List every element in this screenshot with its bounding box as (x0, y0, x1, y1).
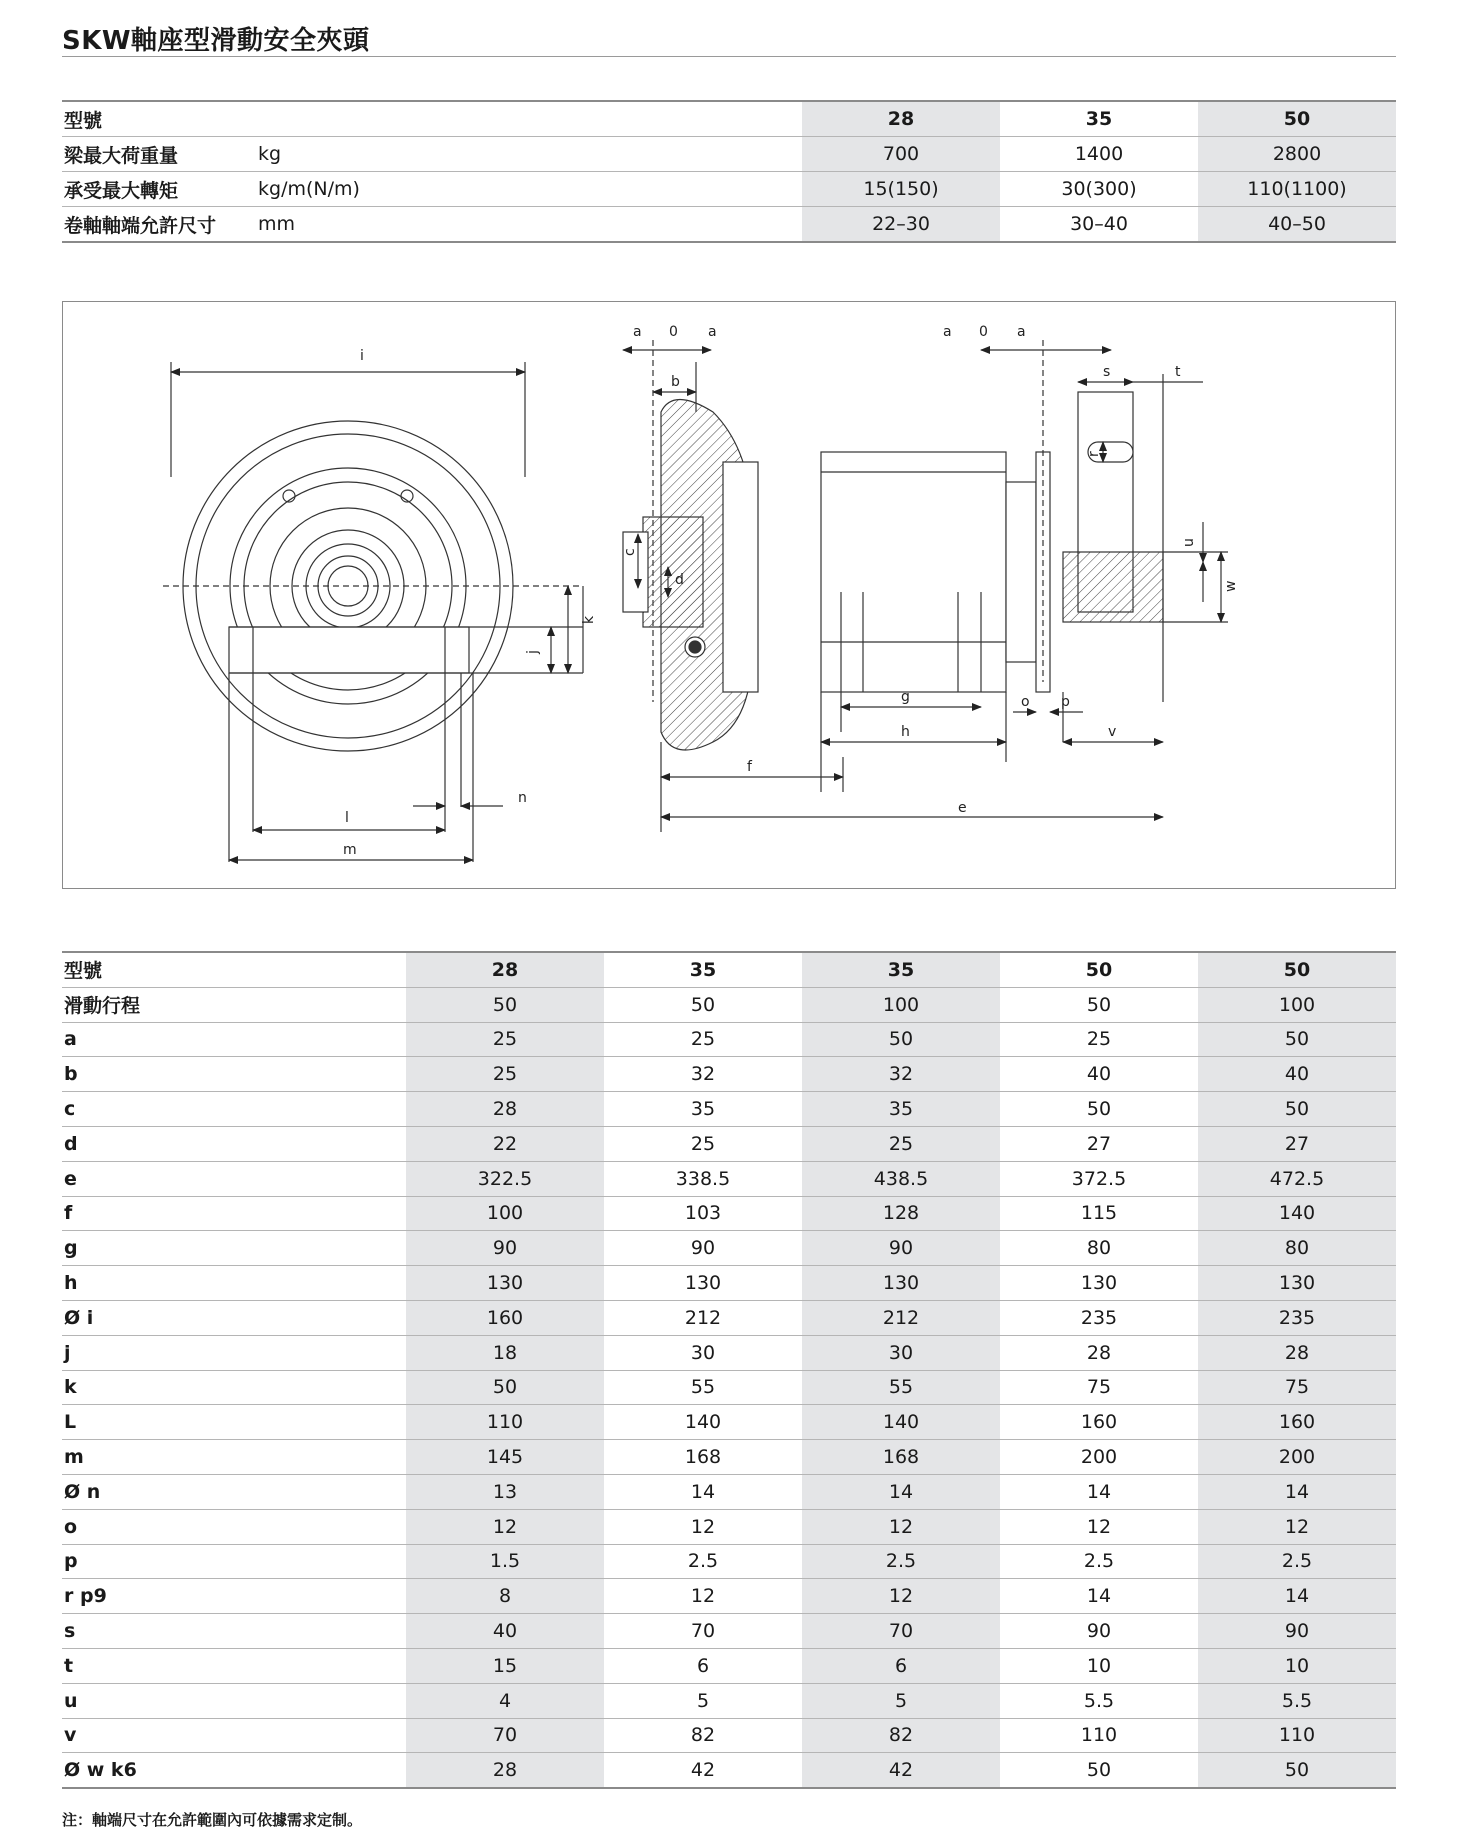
dim-cell: 212 (604, 1300, 802, 1335)
dim-cell: 27 (1198, 1126, 1396, 1161)
dim-cell: 27 (1000, 1126, 1198, 1161)
dim-cell: 42 (802, 1753, 1000, 1788)
dim-cell: 12 (406, 1509, 604, 1544)
dim-row (62, 1335, 1396, 1370)
dim-row (62, 1231, 1396, 1266)
dim-cell: 30 (802, 1335, 1000, 1370)
dim-cell: 200 (1000, 1440, 1198, 1475)
dim-cell: 5 (604, 1683, 802, 1718)
dim-cell: 100 (802, 987, 1000, 1022)
dim-cell: 12 (604, 1509, 802, 1544)
dim-cell: 168 (604, 1440, 802, 1475)
dim-cell: 212 (802, 1300, 1000, 1335)
dim-cell: 75 (1198, 1370, 1396, 1405)
dim-row-label: k (62, 1370, 406, 1405)
dim-cell: 140 (1198, 1196, 1396, 1231)
dim-row (62, 1092, 1396, 1127)
dim-cell: 6 (802, 1648, 1000, 1683)
dim-row (62, 1579, 1396, 1614)
dim-cell: 14 (802, 1474, 1000, 1509)
spec-cell: 2800 (1198, 137, 1396, 172)
dim-row (62, 1544, 1396, 1579)
label-a: a (943, 324, 952, 340)
dim-cell: 18 (406, 1335, 604, 1370)
spec-cell: 700 (802, 137, 1000, 172)
dim-cell: 140 (802, 1405, 1000, 1440)
dim-cell: 115 (1000, 1196, 1198, 1231)
dim-cell: 2.5 (802, 1544, 1000, 1579)
dim-row (62, 1509, 1396, 1544)
spec-table (62, 100, 1396, 243)
dim-row-label: t (62, 1648, 406, 1683)
dim-cell: 2.5 (1000, 1544, 1198, 1579)
spec-header-unit (258, 101, 802, 137)
dim-row (62, 1718, 1396, 1753)
dim-row-label: p (62, 1544, 406, 1579)
dim-cell: 50 (1000, 1753, 1198, 1788)
spec-cell: 15(150) (802, 172, 1000, 207)
dim-row-label: Ø i (62, 1300, 406, 1335)
dim-cell: 82 (802, 1718, 1000, 1753)
label-j: j (525, 650, 541, 654)
label-p: p (1061, 694, 1070, 710)
dim-cell: 50 (1198, 1753, 1396, 1788)
dim-cell: 130 (406, 1266, 604, 1301)
dim-model: 50 (1000, 952, 1198, 987)
spec-row (62, 137, 1396, 172)
dim-cell: 472.5 (1198, 1161, 1396, 1196)
spec-model: 28 (802, 101, 1000, 137)
dim-cell: 438.5 (802, 1161, 1000, 1196)
dim-cell: 40 (1000, 1057, 1198, 1092)
spec-row-unit: kg (258, 137, 802, 172)
spec-row-label: 卷軸軸端允許尺寸 (62, 207, 258, 243)
spec-header-label: 型號 (62, 101, 258, 137)
dim-cell: 103 (604, 1196, 802, 1231)
dim-cell: 130 (604, 1266, 802, 1301)
dim-row-label: r p9 (62, 1579, 406, 1614)
label-w: w (1223, 580, 1239, 592)
dim-cell: 5.5 (1198, 1683, 1396, 1718)
dim-cell: 50 (604, 987, 802, 1022)
dim-cell: 50 (1198, 1092, 1396, 1127)
label-u: u (1181, 538, 1197, 547)
label-n: n (518, 790, 527, 806)
dim-cell: 13 (406, 1474, 604, 1509)
dim-row (62, 1614, 1396, 1649)
dim-cell: 145 (406, 1440, 604, 1475)
dim-cell: 35 (604, 1092, 802, 1127)
label-a: a (1017, 324, 1026, 340)
dim-row (62, 1300, 1396, 1335)
dim-cell: 8 (406, 1579, 604, 1614)
dim-cell: 14 (1000, 1579, 1198, 1614)
dim-cell: 160 (406, 1300, 604, 1335)
dim-row (62, 1196, 1396, 1231)
dim-cell: 25 (406, 1022, 604, 1057)
dim-cell: 50 (406, 987, 604, 1022)
dim-row (62, 1022, 1396, 1057)
dim-cell: 140 (604, 1405, 802, 1440)
spec-header-row (62, 101, 1396, 137)
dim-row-label: Ø w k6 (62, 1753, 406, 1788)
dim-cell: 15 (406, 1648, 604, 1683)
dim-cell: 160 (1000, 1405, 1198, 1440)
dim-cell: 90 (406, 1231, 604, 1266)
dim-cell: 25 (604, 1022, 802, 1057)
dim-cell: 5 (802, 1683, 1000, 1718)
label-i: i (360, 348, 364, 364)
dim-row-label: f (62, 1196, 406, 1231)
dim-cell: 322.5 (406, 1161, 604, 1196)
dim-cell: 30 (604, 1335, 802, 1370)
dim-cell: 90 (1000, 1614, 1198, 1649)
dim-row-label: s (62, 1614, 406, 1649)
dim-cell: 50 (1000, 1092, 1198, 1127)
dim-cell: 110 (1198, 1718, 1396, 1753)
label-a: a (633, 324, 642, 340)
dim-row (62, 1266, 1396, 1301)
spec-row (62, 207, 1396, 243)
dim-row-label: e (62, 1161, 406, 1196)
dim-cell: 28 (406, 1753, 604, 1788)
dim-cell: 130 (1000, 1266, 1198, 1301)
spec-cell: 40–50 (1198, 207, 1396, 243)
label-c: c (622, 548, 638, 556)
dim-cell: 14 (604, 1474, 802, 1509)
label-g: g (901, 689, 910, 705)
dim-row-label: L (62, 1405, 406, 1440)
spec-cell: 22–30 (802, 207, 1000, 243)
dim-cell: 50 (1000, 987, 1198, 1022)
spec-cell: 30(300) (1000, 172, 1198, 207)
label-t: t (1175, 364, 1181, 380)
dim-cell: 12 (1198, 1509, 1396, 1544)
dim-cell: 12 (604, 1579, 802, 1614)
spec-row-unit: kg/m(N/m) (258, 172, 802, 207)
dim-cell: 110 (406, 1405, 604, 1440)
dim-cell: 12 (1000, 1509, 1198, 1544)
spec-model: 50 (1198, 101, 1396, 137)
dim-cell: 14 (1000, 1474, 1198, 1509)
dim-cell: 2.5 (1198, 1544, 1396, 1579)
dim-cell: 10 (1000, 1648, 1198, 1683)
dim-model: 35 (604, 952, 802, 987)
dim-cell: 235 (1000, 1300, 1198, 1335)
dim-cell: 100 (1198, 987, 1396, 1022)
dim-row-label: d (62, 1126, 406, 1161)
dim-row (62, 1126, 1396, 1161)
dim-cell: 130 (802, 1266, 1000, 1301)
dim-cell: 32 (604, 1057, 802, 1092)
dim-cell: 70 (406, 1718, 604, 1753)
dim-cell: 35 (802, 1092, 1000, 1127)
dim-cell: 25 (802, 1126, 1000, 1161)
dim-row (62, 987, 1396, 1022)
dim-cell: 25 (1000, 1022, 1198, 1057)
dim-cell: 50 (802, 1022, 1000, 1057)
dim-row (62, 1440, 1396, 1475)
spec-row-unit: mm (258, 207, 802, 243)
dim-row-label: u (62, 1683, 406, 1718)
dim-cell: 14 (1198, 1474, 1396, 1509)
dim-header-label: 型號 (62, 952, 406, 987)
dim-cell: 28 (406, 1092, 604, 1127)
dim-row (62, 1474, 1396, 1509)
dim-row (62, 1648, 1396, 1683)
dim-row (62, 1683, 1396, 1718)
label-k: k (581, 615, 597, 624)
dim-cell: 372.5 (1000, 1161, 1198, 1196)
dim-row-label: Ø n (62, 1474, 406, 1509)
dim-cell: 25 (406, 1057, 604, 1092)
label-s: s (1103, 364, 1111, 380)
technical-drawing (62, 301, 1396, 889)
dim-cell: 1.5 (406, 1544, 604, 1579)
dim-cell: 10 (1198, 1648, 1396, 1683)
dim-cell: 50 (1198, 1022, 1396, 1057)
page-title: SKW軸座型滑動安全夾頭 (62, 26, 370, 56)
side-section-view (623, 340, 1228, 832)
dim-row-label: h (62, 1266, 406, 1301)
dim-cell: 22 (406, 1126, 604, 1161)
dim-cell: 42 (604, 1753, 802, 1788)
dim-row (62, 1753, 1396, 1788)
dim-cell: 80 (1000, 1231, 1198, 1266)
label-o: o (1021, 694, 1030, 710)
dim-cell: 2.5 (604, 1544, 802, 1579)
title-divider (62, 56, 1396, 57)
spec-cell: 30–40 (1000, 207, 1198, 243)
dim-cell: 50 (406, 1370, 604, 1405)
dim-model: 28 (406, 952, 604, 987)
dim-cell: 235 (1198, 1300, 1396, 1335)
dimension-table (62, 951, 1396, 1789)
spec-cell: 1400 (1000, 137, 1198, 172)
dim-cell: 90 (1198, 1614, 1396, 1649)
label-zero: 0 (979, 324, 988, 340)
label-b: b (671, 374, 680, 390)
dim-row-label: c (62, 1092, 406, 1127)
dim-cell: 128 (802, 1196, 1000, 1231)
dim-cell: 82 (604, 1718, 802, 1753)
label-m: m (343, 842, 357, 858)
dim-model: 50 (1198, 952, 1396, 987)
label-d: d (675, 572, 684, 588)
dim-row-label: j (62, 1335, 406, 1370)
dim-cell: 130 (1198, 1266, 1396, 1301)
dim-cell: 12 (802, 1509, 1000, 1544)
dim-cell: 12 (802, 1579, 1000, 1614)
dim-cell: 100 (406, 1196, 604, 1231)
dim-cell: 40 (406, 1614, 604, 1649)
label-a: a (708, 324, 717, 340)
label-h: h (901, 724, 910, 740)
dim-cell: 6 (604, 1648, 802, 1683)
label-r: r (1086, 451, 1102, 457)
dim-row (62, 1405, 1396, 1440)
spec-row (62, 172, 1396, 207)
footnote: 注：軸端尺寸在允許範圍內可依據需求定制。 (62, 1811, 363, 1829)
dim-header-row (62, 952, 1396, 987)
spec-cell: 110(1100) (1198, 172, 1396, 207)
dim-cell: 25 (604, 1126, 802, 1161)
spec-model: 35 (1000, 101, 1198, 137)
dim-cell: 55 (802, 1370, 1000, 1405)
dim-row (62, 1370, 1396, 1405)
drawing-svg (63, 302, 1394, 887)
label-f: f (747, 759, 752, 775)
dim-row-label: 滑動行程 (62, 987, 406, 1022)
dim-row-label: m (62, 1440, 406, 1475)
dim-row-label: o (62, 1509, 406, 1544)
label-e: e (958, 800, 967, 816)
spec-row-label: 梁最大荷重量 (62, 137, 258, 172)
front-view (163, 362, 583, 862)
spec-row-label: 承受最大轉矩 (62, 172, 258, 207)
dim-cell: 90 (604, 1231, 802, 1266)
dim-cell: 70 (604, 1614, 802, 1649)
dim-cell: 32 (802, 1057, 1000, 1092)
dim-cell: 55 (604, 1370, 802, 1405)
dim-row (62, 1057, 1396, 1092)
dim-row-label: v (62, 1718, 406, 1753)
dim-cell: 160 (1198, 1405, 1396, 1440)
dim-cell: 70 (802, 1614, 1000, 1649)
dim-cell: 75 (1000, 1370, 1198, 1405)
dim-cell: 4 (406, 1683, 604, 1718)
dim-cell: 80 (1198, 1231, 1396, 1266)
dim-row-label: a (62, 1022, 406, 1057)
dim-cell: 28 (1198, 1335, 1396, 1370)
dim-row (62, 1161, 1396, 1196)
dim-model: 35 (802, 952, 1000, 987)
dim-cell: 5.5 (1000, 1683, 1198, 1718)
dim-cell: 40 (1198, 1057, 1396, 1092)
label-v: v (1108, 724, 1117, 740)
dim-cell: 200 (1198, 1440, 1396, 1475)
label-l: l (345, 810, 349, 826)
dim-row-label: b (62, 1057, 406, 1092)
dim-cell: 110 (1000, 1718, 1198, 1753)
dim-cell: 338.5 (604, 1161, 802, 1196)
dim-cell: 90 (802, 1231, 1000, 1266)
label-zero: 0 (669, 324, 678, 340)
dim-cell: 28 (1000, 1335, 1198, 1370)
dim-cell: 168 (802, 1440, 1000, 1475)
dim-cell: 14 (1198, 1579, 1396, 1614)
dim-row-label: g (62, 1231, 406, 1266)
